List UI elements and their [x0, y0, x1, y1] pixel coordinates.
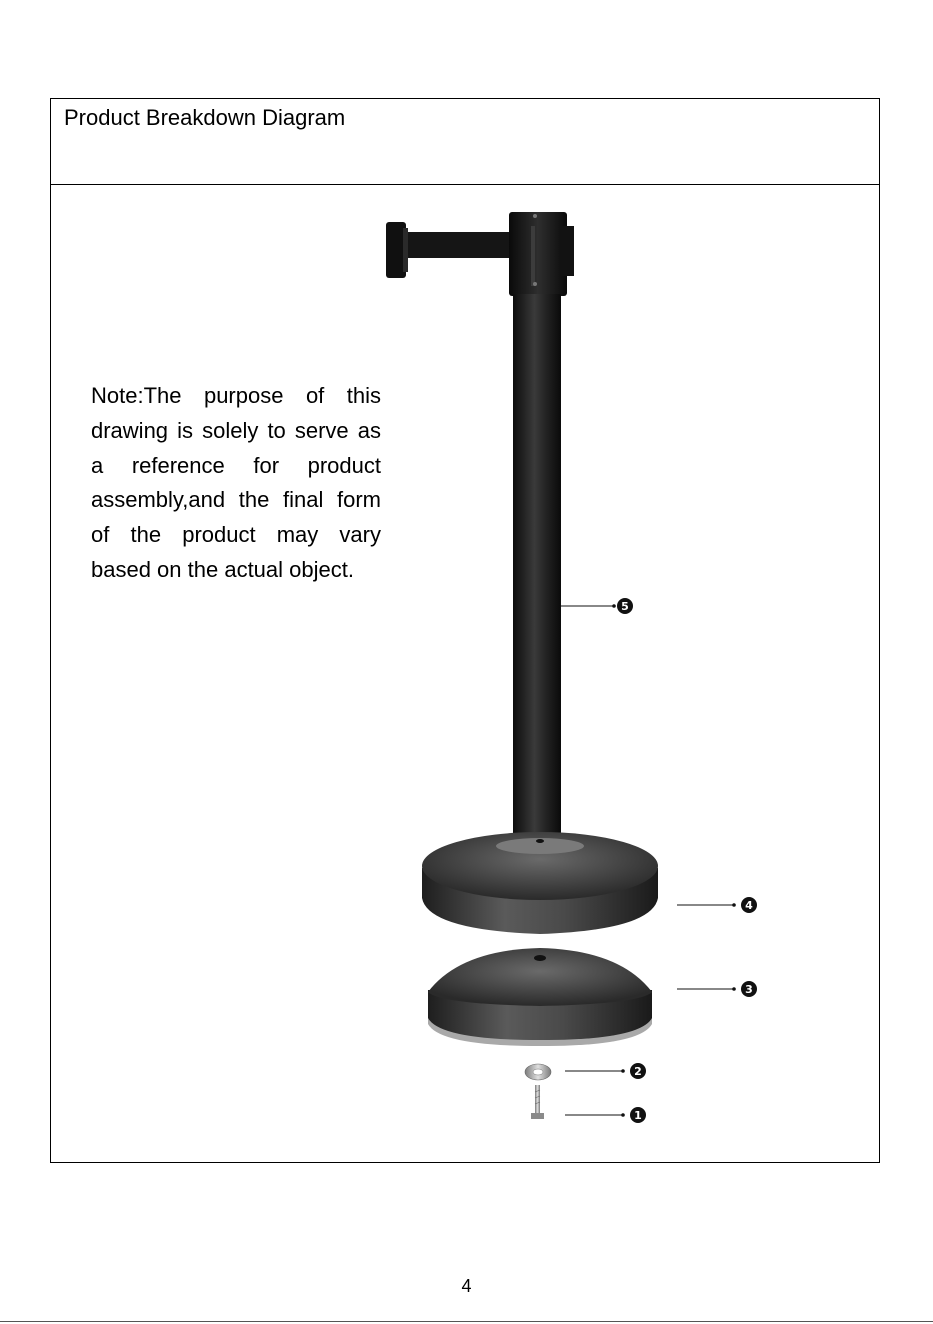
base-cover	[422, 832, 658, 934]
callout-leader-dot	[612, 604, 616, 608]
callout-5	[561, 598, 633, 614]
callout-number: 3	[745, 983, 753, 996]
callout-leader-dot	[621, 1113, 625, 1117]
assembly-note: Note:The purpose of this drawing is solely to serve as a reference for product assembly,and the final form of the product may vary based on the actual object.	[91, 383, 381, 582]
callout-2	[565, 1063, 646, 1079]
bottom-rule	[0, 1321, 933, 1322]
callout-leader-dot	[621, 1069, 625, 1073]
post-tube	[513, 294, 561, 834]
page-number: 4	[461, 1276, 472, 1296]
callout-3	[677, 981, 757, 997]
section-title: Product Breakdown Diagram	[64, 105, 346, 130]
callout-number: 5	[621, 600, 629, 613]
callout-number: 4	[745, 899, 753, 912]
callout-number: 2	[634, 1065, 642, 1078]
belt-tape	[390, 232, 515, 258]
callout-leader-dot	[732, 903, 736, 907]
post-head	[509, 212, 567, 296]
callout-1	[565, 1107, 646, 1123]
post-assembly	[386, 212, 574, 834]
washer	[525, 1064, 551, 1080]
callout-leader-dot	[732, 987, 736, 991]
callout-4	[677, 897, 757, 913]
callout-number: 1	[634, 1109, 642, 1122]
weighted-base	[428, 948, 652, 1046]
bolt	[531, 1085, 544, 1119]
